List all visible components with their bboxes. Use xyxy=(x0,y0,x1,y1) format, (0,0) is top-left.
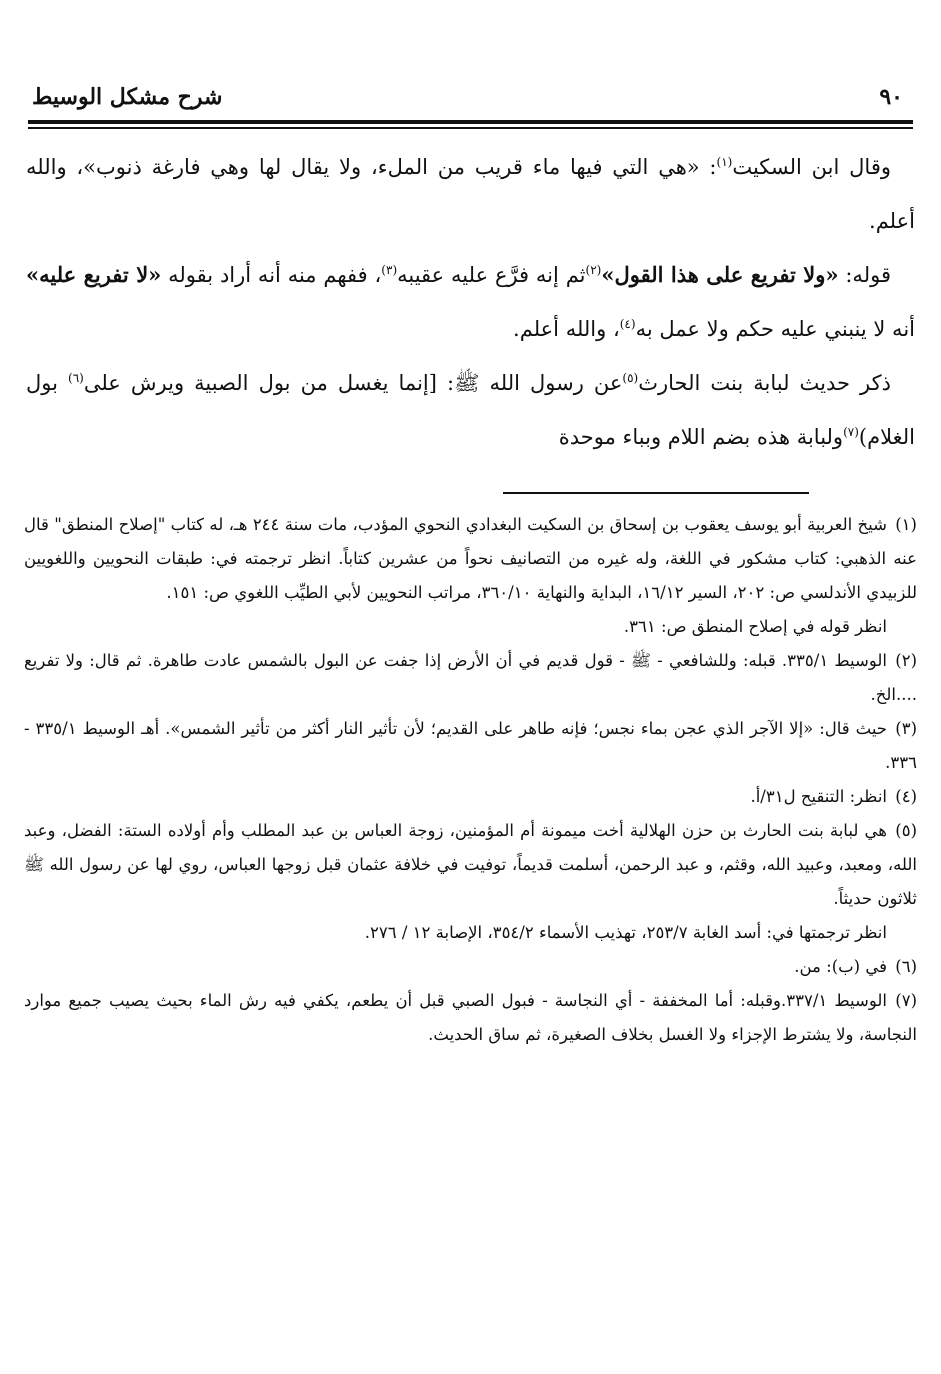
footnote-ref-2: (٢) xyxy=(585,263,602,277)
footnote-number: (٣) xyxy=(895,719,918,738)
p2-quote-1: «ولا تفريع على هذا القول» xyxy=(601,262,839,287)
header-rule-thin xyxy=(28,127,913,129)
footnote-number: (٦) xyxy=(895,957,917,976)
paragraph-3 xyxy=(26,356,915,464)
p2-text-b: ثم إنه فرَّع عليه عقيبه xyxy=(397,263,586,287)
footnote-5 xyxy=(24,814,917,916)
p2-quote-2: «لا تفريع عليه» xyxy=(26,262,162,287)
footnote-ref-6: (٦) xyxy=(68,371,84,385)
footnote-ref-7: (٧) xyxy=(843,425,859,439)
page-number: ٩٠ xyxy=(879,84,903,110)
p2-text-d: أنه لا ينبني عليه حكم ولا عمل به xyxy=(635,317,915,341)
p1-text-a: وقال ابن السكيت xyxy=(732,155,891,179)
footnote-text: انظر قوله في إصلاح المنطق ص: ٣٦١. xyxy=(623,617,887,636)
footnote-text: في (ب): من. xyxy=(794,957,887,976)
footnote-5-continued xyxy=(24,916,917,950)
footnote-text: الوسيط ٣٣٧/١.وقبله: أما المخففة - أي النجاسة - فبول الصبي قبل أن يطعم، يكفي فيه رش الماء بحيث يصيب جميع موارد النجاسة، ولا يشترط الإجزاء ولا الغسل بخلاف الصغيرة، ثم ساق الحديث. xyxy=(24,991,917,1044)
footnote-ref-1: (١) xyxy=(716,155,733,169)
running-title: شرح مشكل الوسيط xyxy=(32,84,223,110)
footnote-text: انظر: التنقيح ل٣١/أ. xyxy=(750,787,887,806)
footnote-1-continued xyxy=(24,610,917,644)
paragraph-1 xyxy=(26,140,915,248)
footnote-separator xyxy=(503,492,809,494)
footnote-7 xyxy=(24,984,917,1052)
p3-text-a: ذكر حديث لبابة بنت الحارث xyxy=(638,371,891,395)
p3-text-d: ولبابة هذه بضم اللام وبباء موحدة xyxy=(558,425,844,449)
footnote-ref-3: (٣) xyxy=(381,263,398,277)
footnote-6 xyxy=(24,950,917,984)
footnote-1 xyxy=(24,508,917,610)
footnote-3 xyxy=(24,712,917,780)
footnote-number: (٥) xyxy=(895,821,917,840)
p2-text-a: قوله: xyxy=(838,263,891,287)
footnote-number: (١) xyxy=(895,515,917,534)
p3-text-c: بول الغلام) xyxy=(26,371,915,449)
p2-text-c: ، ففهم منه أنه أراد بقوله xyxy=(161,263,382,287)
footnote-number: (٢) xyxy=(895,651,917,670)
page-header xyxy=(28,84,913,122)
footnotes xyxy=(24,508,917,1052)
header-rule-thick xyxy=(28,120,913,124)
p1-text-b: : «هي التي فيها ماء قريب من الملء، ولا يقال لها وهي فارغة ذنوب»، والله أعلم. xyxy=(26,155,915,233)
footnote-text: حيث قال: «إلا الآجر الذي عجن بماء نجس؛ فإنه طاهر على القديم؛ لأن تأثير النار أكثر من تأثير الشمس». أهـ الوسيط ٣٣٥/١ - ٣٣٦. xyxy=(24,719,917,772)
footnote-ref-5: (٥) xyxy=(622,371,639,385)
footnote-ref-4: (٤) xyxy=(619,317,636,331)
footnote-text: هي لبابة بنت الحارث بن حزن الهلالية أخت ميمونة أم المؤمنين، زوجة العباس بن عبد المطلب وأم أولاده الستة: الفضل، وعبد الله، ومعبد، وعبيد الله، وقثم، و عبد الرحمن، أسلمت قديماً، توفيت في خلافة عثمان قبل زوجها العباس، روي لها عن رسول الله ﷺ ثلاثون حديثاً. xyxy=(24,821,917,908)
footnote-text: الوسيط ٣٣٥/١. قبله: وللشافعي - ﷺ - قول قديم في أن الأرض إذا جفت عن البول بالشمس عادت طاهرة. ثم قال: ولا تفريع ....الخ. xyxy=(24,651,917,704)
footnote-4 xyxy=(24,780,917,814)
p2-text-e: ، والله أعلم. xyxy=(513,317,620,341)
footnote-text: شيخ العربية أبو يوسف يعقوب بن إسحاق بن السكيت البغدادي النحوي المؤدب، مات سنة ٢٤٤ هـ، له كتاب "إصلاح المنطق" قال عنه الذهبي: كتاب مشكور في اللغة، وله غيره من التصانيف نحواً من عشرين كتاباً. انظر ترجمته في: طبقات النحويين واللغويين للزبيدي الأندلسي ص: ٢٠٢، السير ١٦/١٢، البداية والنهاية ٣٦٠/١٠، مراتب النحويين لأبي الطيِّب اللغوي ص: ١٥١. xyxy=(24,515,917,602)
footnote-2 xyxy=(24,644,917,712)
paragraph-2 xyxy=(26,248,915,356)
p3-text-b: عن رسول الله ﷺ: [إنما يغسل من بول الصبية ويرش على xyxy=(83,371,623,395)
footnote-number: (٧) xyxy=(895,991,917,1010)
footnote-text: انظر ترجمتها في: أسد الغابة ٢٥٣/٧، تهذيب الأسماء ٣٥٤/٢، الإصابة ١٢ / ٢٧٦. xyxy=(364,923,887,942)
main-text xyxy=(26,140,915,464)
footnote-number: (٤) xyxy=(895,787,917,806)
